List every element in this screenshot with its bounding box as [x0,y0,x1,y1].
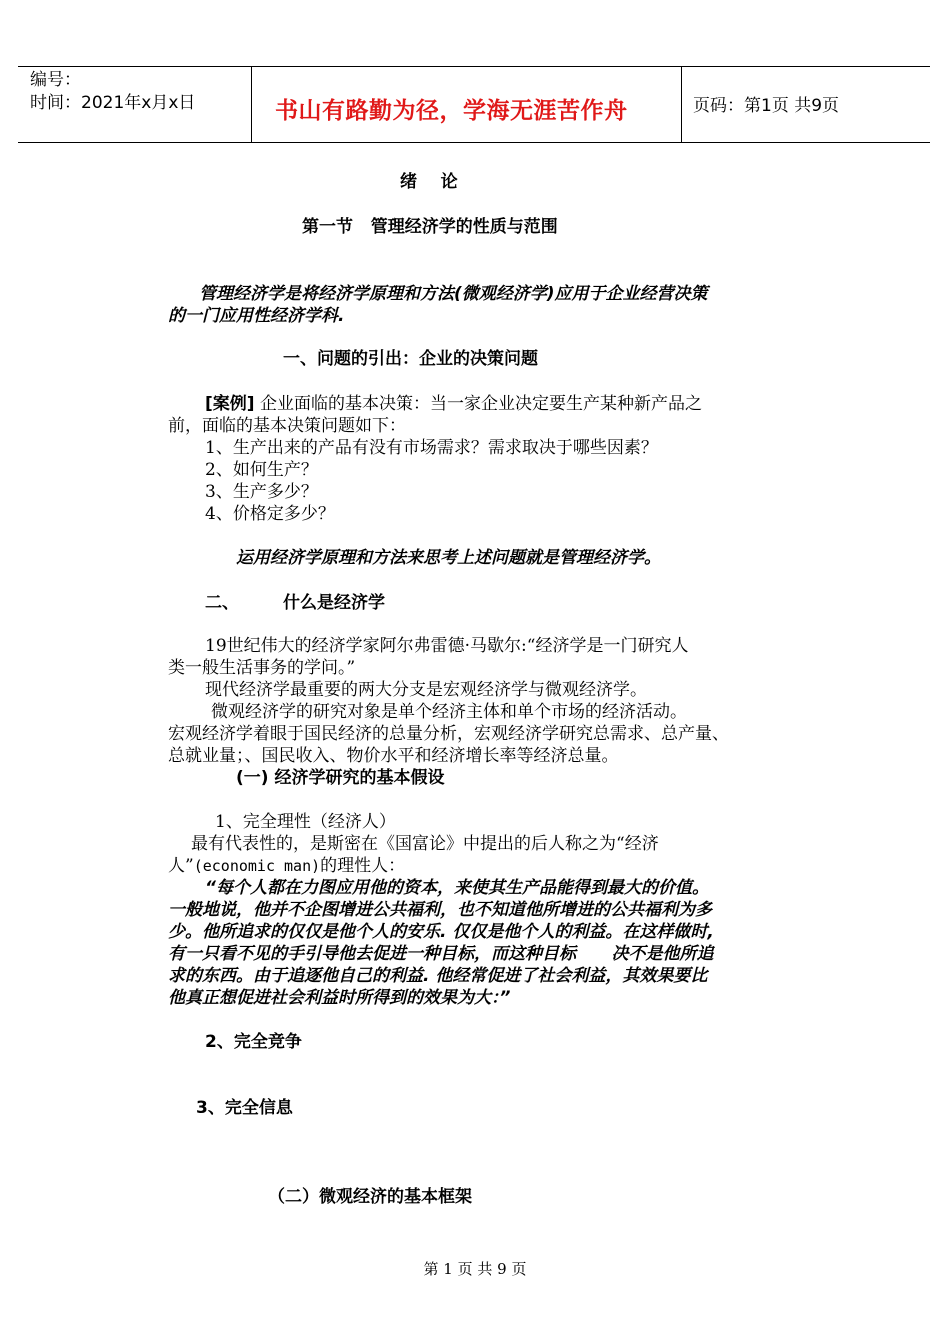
paragraph-1-line-2: 类一般生活事务的学问。” [168,658,356,678]
paragraph-2: 现代经济学最重要的两大分支是宏观经济学与微观经济学。 [205,680,647,700]
question-4: 4、价格定多少？ [205,504,335,524]
assumption-1-text-line-2 [168,855,405,877]
econ-man-quote-open: 人” [168,856,194,876]
econ-man-rest: 的理性人： [320,856,406,876]
subheading-2: （二）微观经济的基本框架 [268,1187,472,1207]
header-number-label: 编号： [30,70,81,90]
header-divider-right [681,66,682,143]
header-time-label: 时间：2021年x月x日 [30,93,196,113]
header-page-info: 页码：第1页 共9页 [693,96,840,116]
assumption-1: 1、完全理性（经济人） [215,812,396,832]
case-line-1 [205,393,702,415]
assumption-3: 3、完全信息 [196,1098,293,1118]
smith-quote-line-6: 他真正想促进社会利益时所得到的效果为大：” [168,988,511,1008]
smith-quote-line-3: 少。他所追求的仅仅是他个人的安乐. 仅仅是他个人的利益。在这样做时, [168,922,714,942]
case-label: [案例] [205,394,255,414]
header-bottom-border [18,142,930,143]
paragraph-1-line-1: 19世纪伟大的经济学家阿尔弗雷德·马歇尔:“经济学是一门研究人 [205,636,689,656]
paragraph-3-line-2: 宏观经济学着眼于国民经济的总量分析，宏观经济学研究总需求、总产量、 [168,724,729,744]
assumption-2: 2、完全竞争 [205,1032,302,1052]
smith-quote-line-2: 一般地说，他并不企图增进公共福利，也不知道他所增进的公共福利为多 [168,900,712,920]
question-2: 2、如何生产？ [205,460,318,480]
heading-two-text: 什么是经济学 [283,593,385,613]
paragraph-3-line-1: 微观经济学的研究对象是单个经济主体和单个市场的经济活动。 [211,702,687,722]
header-top-border [18,66,930,67]
smith-quote-line-4: 有一只看不见的手引导他去促进一种目标，而这种目标 决不是他所追 [168,944,714,964]
case-line-2: 前，面临的基本决策问题如下： [168,416,406,436]
smith-quote-line-1: “每个人都在力图应用他的资本，来使其生产品能得到最大的价值。 [205,878,709,898]
footer-page-number: 第 1 页 共 9 页 [423,1260,527,1278]
definition-line-1: 管理经济学是将经济学原理和方法(微观经济学)应用于企业经营决策 [199,284,708,304]
heading-one: 一、问题的引出：企业的决策问题 [283,349,538,369]
heading-two-number: 二、 [205,593,239,613]
assumption-1-text-line-1: 最有代表性的，是斯密在《国富论》中提出的后人称之为“经济 [191,834,659,854]
header-slogan: 书山有路勤为径，学海无涯苦作舟 [275,98,628,124]
question-3: 3、生产多少？ [205,482,318,502]
case-text-1: 企业面临的基本决策：当一家企业决定要生产某种新产品之 [259,394,702,414]
section1-title: 第一节 管理经济学的性质与范围 [302,217,558,237]
doc-title: 绪 论 [400,172,458,192]
paragraph-3-line-3: 总就业量；、国民收入、物价水平和经济增长率等经济总量。 [168,746,619,766]
question-1: 1、生产出来的产品有没有市场需求？需求取决于哪些因素？ [205,438,658,458]
smith-quote-line-5: 求的东西。由于追逐他自己的利益. 他经常促进了社会利益，其效果要比 [168,966,708,986]
definition-line-2: 的一门应用性经济学科. [168,306,345,326]
conclusion: 运用经济学原理和方法来思考上述问题就是管理经济学。 [236,548,661,568]
header-divider-left [251,66,252,143]
subheading-1: (一) 经济学研究的基本假设 [236,768,445,788]
econ-man-term: (economic man) [193,857,321,875]
